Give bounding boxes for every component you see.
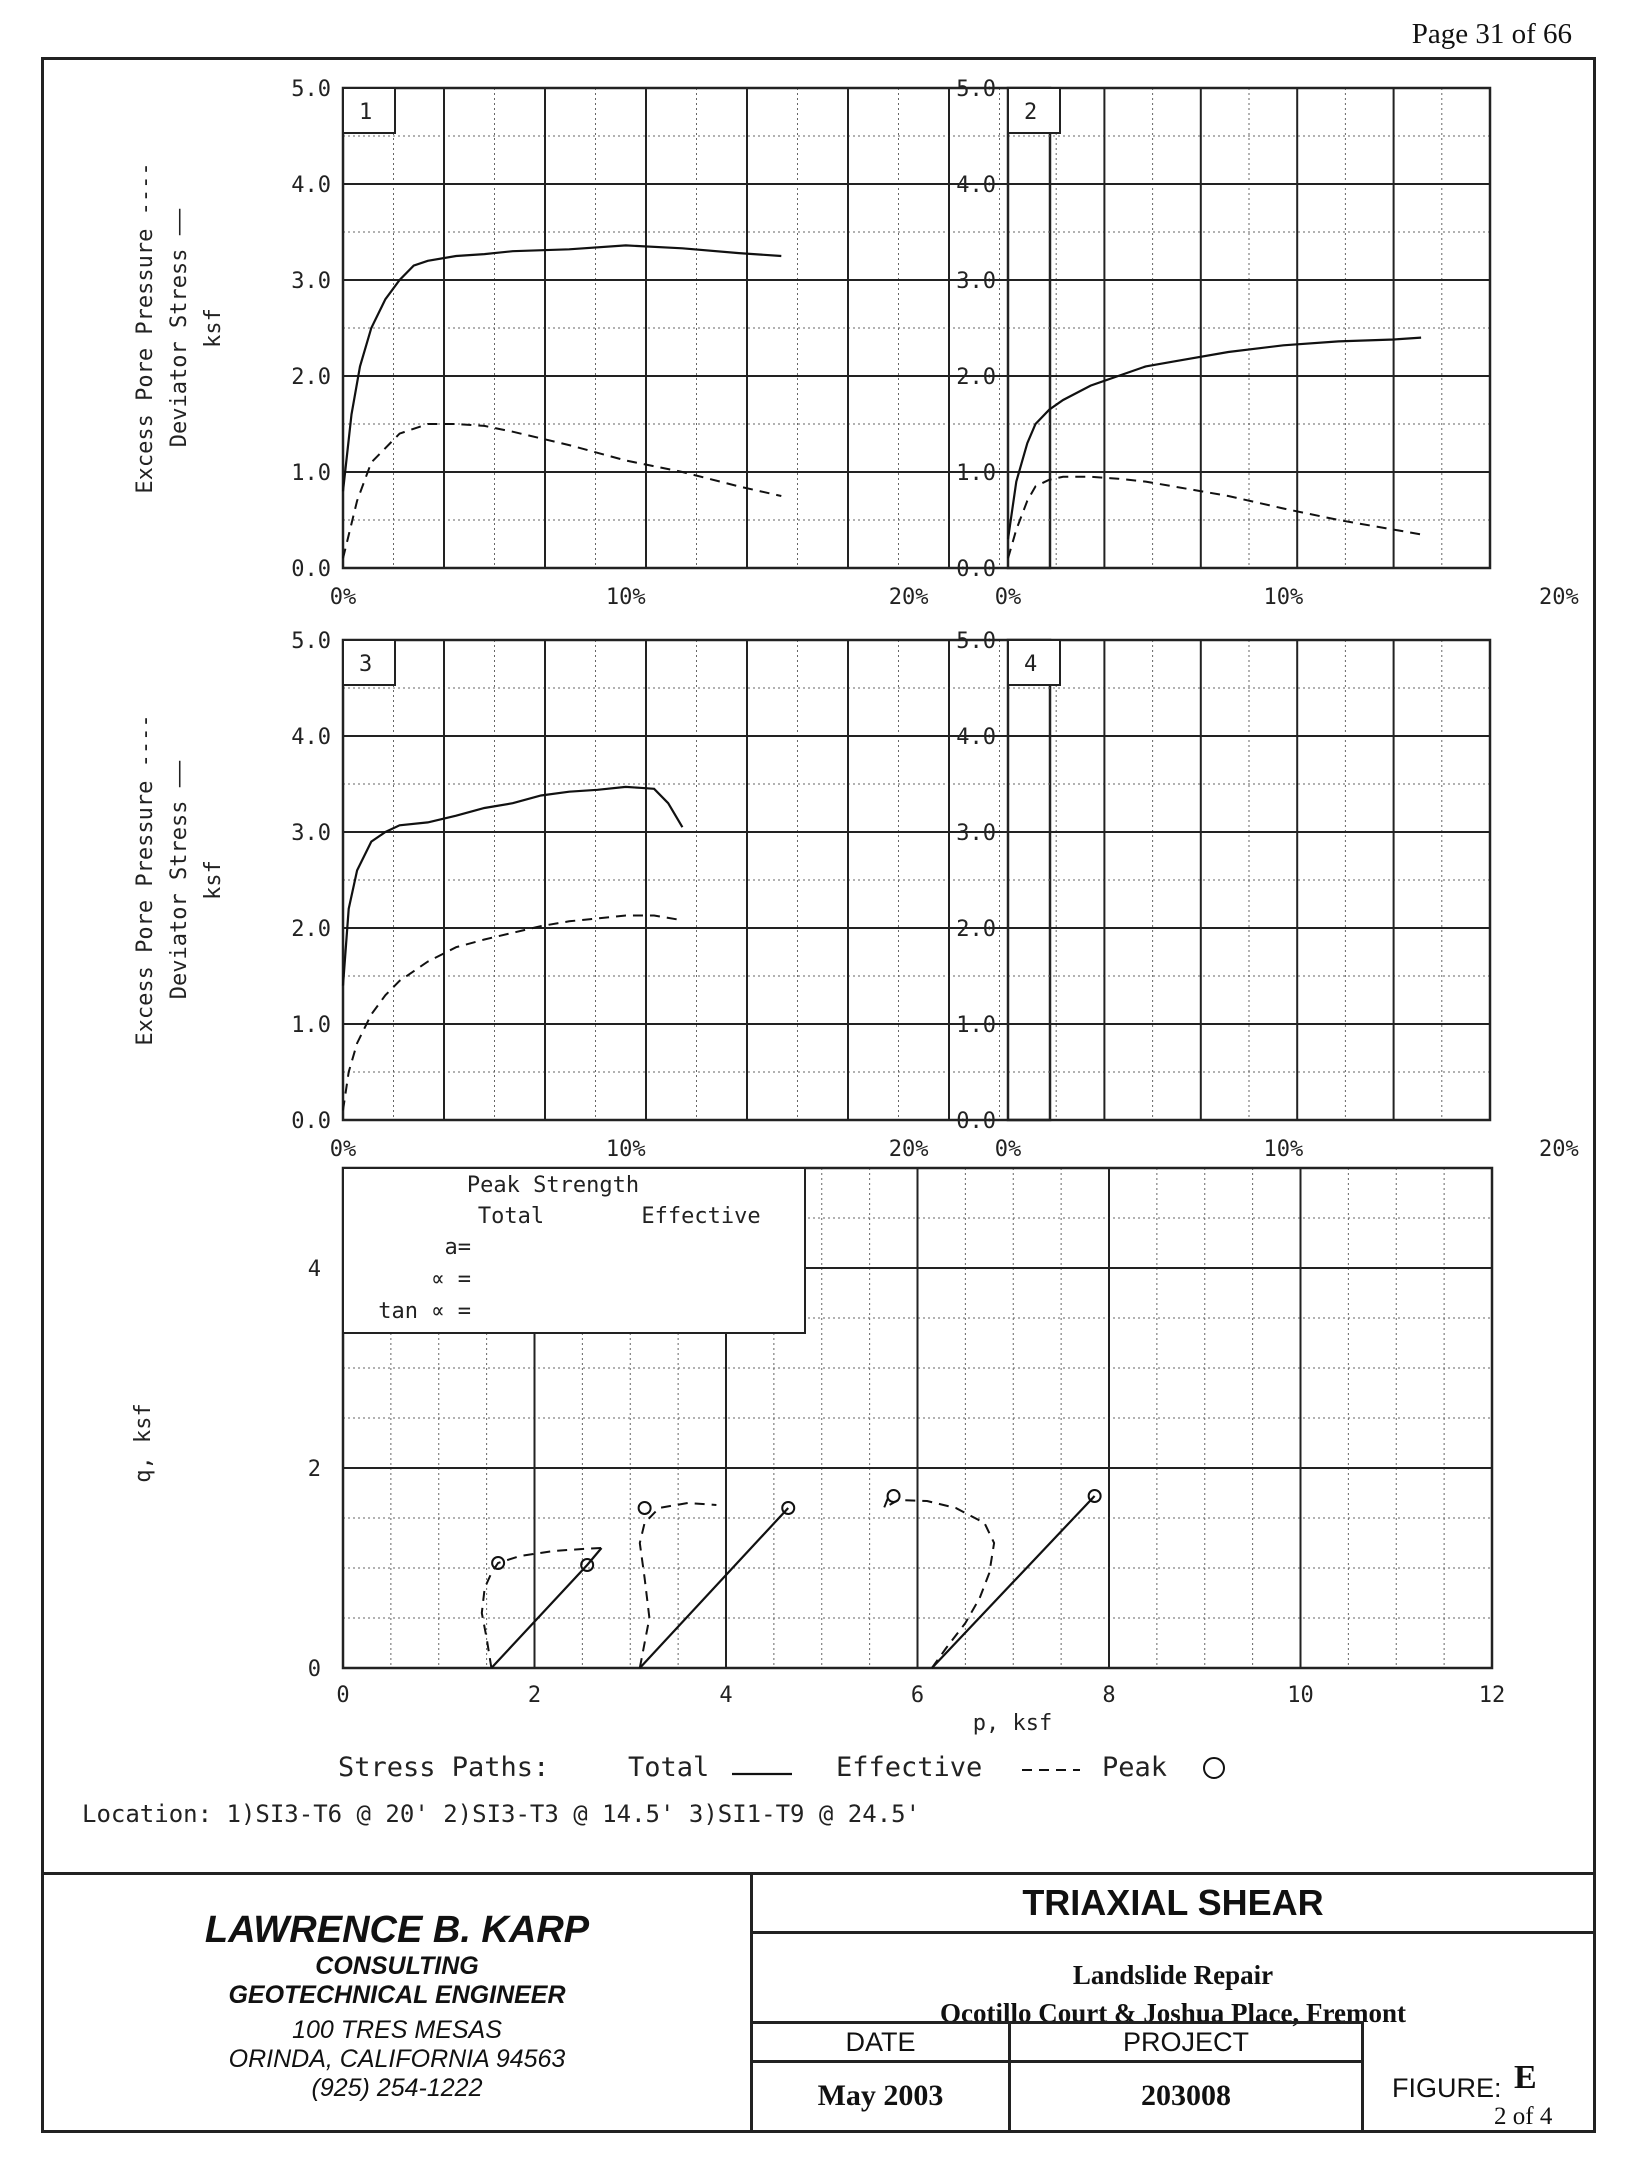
- y-tick-label: 5.0: [956, 77, 996, 102]
- date-cell: [753, 2021, 1011, 2130]
- y-axis-label: ksf: [201, 308, 226, 348]
- y-tick-label: 5.0: [291, 629, 331, 654]
- company-line1: CONSULTING: [315, 1952, 479, 1980]
- pore-pressure-line: [343, 424, 781, 558]
- y-tick-label: 0: [307, 1657, 321, 1682]
- total-stress-path: [640, 1508, 788, 1668]
- x-tick-label: 20%: [888, 585, 929, 610]
- peak-marker: [888, 1490, 900, 1502]
- y-tick-label: 5.0: [291, 77, 331, 102]
- company-name: LAWRENCE B. KARP: [204, 1909, 590, 1951]
- x-tick-label: 10: [1287, 1683, 1314, 1708]
- x-tick-label: 4: [719, 1683, 733, 1708]
- x-tick-label: 10%: [1263, 1137, 1304, 1162]
- company-block: [44, 1875, 753, 2130]
- project-number: 203008: [1141, 2079, 1231, 2112]
- peak-strength-row: a=: [444, 1235, 471, 1260]
- y-tick-label: 0.0: [291, 557, 331, 582]
- x-tick-label: 12: [1478, 1683, 1506, 1708]
- peak-strength-row: tan ∝ =: [378, 1299, 471, 1324]
- project-cell: [1011, 2021, 1364, 2130]
- x-tick-label: 0: [336, 1683, 350, 1708]
- chart-panel-3: [133, 629, 1050, 1162]
- y-tick-label: 3.0: [956, 821, 996, 846]
- y-axis-label: q, ksf: [131, 1403, 156, 1483]
- x-tick-label: 0%: [329, 1137, 357, 1162]
- y-tick-label: 2.0: [956, 917, 996, 942]
- y-tick-label: 1.0: [956, 1013, 996, 1038]
- legend-effective: Effective: [836, 1752, 983, 1783]
- x-tick-label: 8: [1102, 1683, 1116, 1708]
- peak-strength-total: Total: [477, 1204, 545, 1229]
- title-block-bottom-row: [753, 2021, 1593, 2130]
- figure-value: E: [1514, 2059, 1537, 2096]
- deviator-stress-line: [343, 245, 781, 491]
- chart-panel-1: [133, 77, 1050, 610]
- panel-label: 1: [359, 100, 373, 125]
- x-tick-label: 0%: [994, 1137, 1022, 1162]
- legend-peak: Peak: [1102, 1752, 1168, 1783]
- total-stress-path: [491, 1548, 601, 1668]
- y-tick-label: 3.0: [956, 269, 996, 294]
- y-tick-label: 3.0: [291, 269, 331, 294]
- effective-stress-path: [884, 1496, 994, 1668]
- y-tick-label: 0.0: [956, 1109, 996, 1134]
- x-tick-label: 10%: [605, 585, 646, 610]
- y-tick-label: 5.0: [956, 629, 996, 654]
- y-tick-label: 4.0: [291, 173, 331, 198]
- peak-marker: [1089, 1490, 1101, 1502]
- figure-cell: [1364, 2021, 1593, 2130]
- x-tick-label: 20%: [1538, 1137, 1579, 1162]
- company-phone: (925) 254-1222: [311, 2074, 483, 2102]
- x-tick-label: 20%: [1538, 585, 1579, 610]
- y-axis-label: Excess Pore Pressure ----: [133, 714, 158, 1046]
- y-axis-label: Deviator Stress ——: [167, 760, 192, 1000]
- y-tick-label: 0.0: [291, 1109, 331, 1134]
- y-axis-label: Excess Pore Pressure ----: [133, 162, 158, 494]
- title-block: [41, 1875, 1596, 2133]
- date-value: May 2003: [817, 2079, 944, 2112]
- stress-path-chart: [131, 1168, 1505, 1783]
- panel-label: 2: [1024, 100, 1038, 125]
- project-line1: Landslide Repair: [1072, 1960, 1274, 1990]
- y-tick-label: 2: [307, 1457, 321, 1482]
- y-tick-label: 4.0: [956, 173, 996, 198]
- x-tick-label: 20%: [888, 1137, 929, 1162]
- x-tick-label: 10%: [605, 1137, 646, 1162]
- effective-stress-path: [482, 1548, 602, 1668]
- y-tick-label: 2.0: [956, 365, 996, 390]
- deviator-stress-line: [1008, 338, 1421, 540]
- y-tick-label: 4.0: [956, 725, 996, 750]
- legend-peak-marker: [1204, 1758, 1224, 1778]
- x-tick-label: 2: [527, 1683, 542, 1708]
- y-tick-label: 1.0: [956, 461, 996, 486]
- peak-strength-row: ∝ =: [431, 1267, 471, 1292]
- company-address2: ORINDA, CALIFORNIA 94563: [228, 2045, 566, 2073]
- company-line2: GEOTECHNICAL ENGINEER: [228, 1981, 566, 2009]
- y-tick-label: 2.0: [291, 365, 331, 390]
- y-tick-label: 4: [307, 1257, 321, 1282]
- pore-pressure-line: [1008, 477, 1421, 559]
- x-tick-label: 10%: [1263, 585, 1304, 610]
- y-tick-label: 1.0: [291, 1013, 331, 1038]
- x-tick-label: 0%: [994, 585, 1022, 610]
- report-title: TRIAXIAL SHEAR: [753, 1875, 1593, 1934]
- y-tick-label: 0.0: [956, 557, 996, 582]
- x-tick-label: 0%: [329, 585, 357, 610]
- legend-prefix: Stress Paths:: [338, 1752, 550, 1783]
- peak-strength-title: Peak Strength: [466, 1173, 640, 1198]
- y-axis-label: Deviator Stress ——: [167, 208, 192, 448]
- panel-label: 3: [359, 652, 373, 677]
- peak-marker: [639, 1502, 651, 1514]
- project-label: PROJECT: [1011, 2024, 1361, 2063]
- date-label: DATE: [753, 2024, 1008, 2063]
- x-axis-label: p, ksf: [972, 1711, 1053, 1736]
- peak-marker: [782, 1502, 794, 1514]
- project-line2: Ocotillo Court & Joshua Place, Fremont: [940, 1998, 1406, 2028]
- figure-label: FIGURE:: [1392, 2073, 1502, 2103]
- page-number: Page 31 of 66: [1411, 18, 1572, 50]
- panel-label: 4: [1024, 652, 1038, 677]
- y-tick-label: 4.0: [291, 725, 331, 750]
- y-tick-label: 3.0: [291, 821, 331, 846]
- y-tick-label: 2.0: [291, 917, 331, 942]
- y-axis-label: ksf: [201, 860, 226, 900]
- figure-page: 2 of 4: [1494, 2103, 1553, 2130]
- total-stress-path: [932, 1496, 1095, 1668]
- peak-strength-effective: Effective: [641, 1204, 761, 1229]
- x-tick-label: 6: [910, 1683, 925, 1708]
- location-text: Location: 1)SI3-T6 @ 20' 2)SI3-T3 @ 14.5' 3)SI1-T9 @ 24.5': [82, 1800, 921, 1828]
- y-tick-label: 1.0: [291, 461, 331, 486]
- company-address1: 100 TRES MESAS: [292, 2016, 502, 2044]
- legend-total: Total: [628, 1752, 710, 1783]
